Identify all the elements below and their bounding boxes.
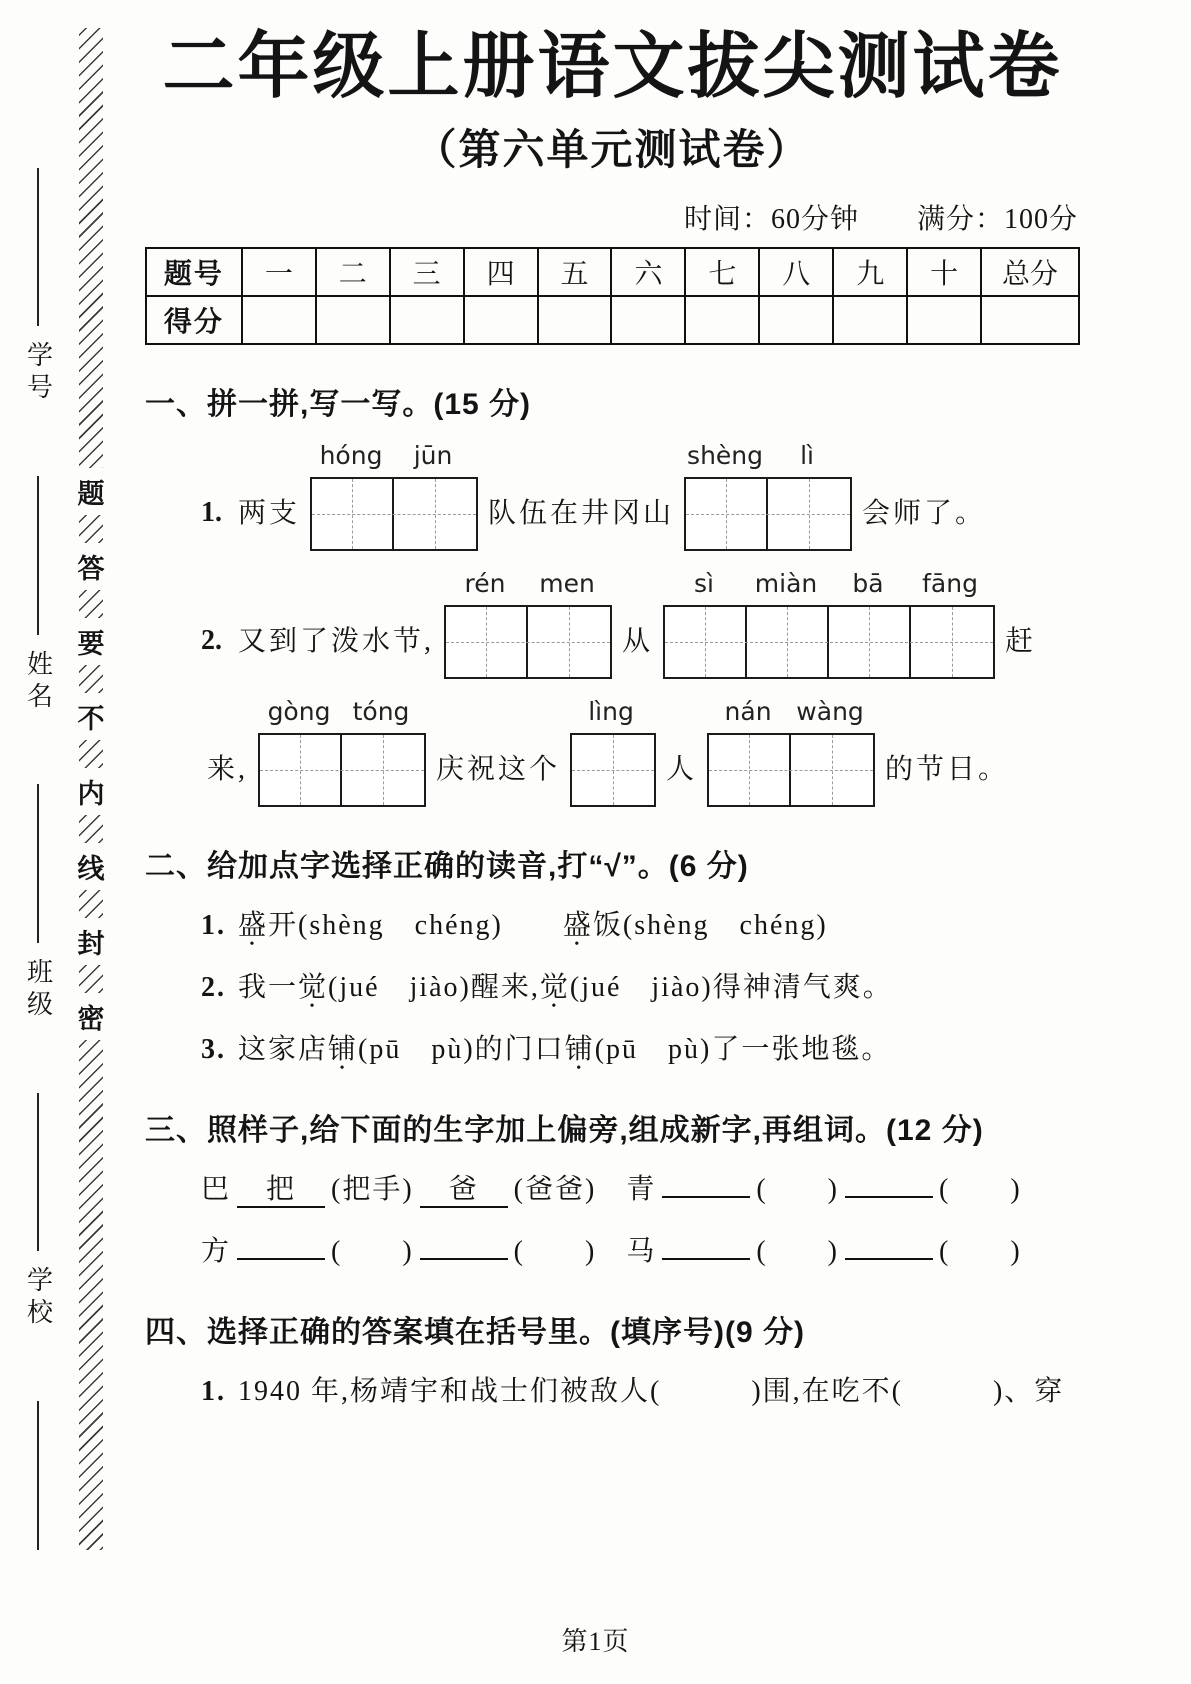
score-header-cell: 六 [611, 248, 685, 296]
question-text: 又到了泼水节, [238, 625, 435, 657]
write-cell [394, 479, 476, 549]
question-text [201, 1174, 1022, 1205]
seal-char: 不 [77, 704, 105, 734]
text-segment: 1940 年,杨靖宇和战士们被敌人( )围,在吃不( )、穿 [238, 1375, 1065, 1407]
text-segment: 盛 [562, 909, 593, 941]
seal-field-label: 班级 [23, 957, 53, 1022]
score-cell [316, 296, 390, 344]
underline-blank [662, 1196, 750, 1198]
score-header-cell: 五 [538, 248, 612, 296]
question-text: 两支 [238, 497, 301, 529]
text-segment: 盛 [238, 909, 269, 941]
write-cell [665, 607, 747, 677]
write-box-group [684, 441, 852, 551]
score-row [146, 296, 1079, 344]
question-number: 1. [201, 909, 226, 941]
score-header-cell: 十 [907, 248, 981, 296]
text-segment: 马 [596, 1235, 657, 1267]
page-title: 二年级上册语文拔尖测试卷 [162, 27, 1063, 107]
section-1-heading: 一、拼一拼,写一写。(15 分) [145, 387, 532, 421]
seal-char: 内 [77, 779, 105, 809]
write-cell [312, 479, 394, 549]
score-table [145, 247, 1080, 345]
text-segment: 铺 [564, 1033, 595, 1065]
write-box-group [310, 441, 478, 551]
question-text [238, 1034, 891, 1065]
section-2-body [145, 905, 1080, 1071]
exam-meta: 时间：60分钟 满分：100分 [683, 203, 1078, 235]
seal-char: 线 [77, 854, 105, 884]
question-item [201, 1231, 1080, 1273]
hatch-segment [79, 28, 103, 468]
score-header-cell: 总分 [981, 248, 1079, 296]
field-blank-line [37, 476, 39, 634]
text-segment: (jué jiào)醒来, [328, 971, 540, 1003]
question-item [201, 905, 1080, 947]
score-cell [685, 296, 759, 344]
pinyin-label: gòng [267, 696, 331, 726]
field-blank-line [37, 168, 39, 326]
text-segment: 巴 [201, 1173, 232, 1205]
write-box [684, 477, 852, 551]
section-4-heading: 四、选择正确的答案填在括号里。(填序号)(9 分) [145, 1315, 805, 1349]
score-cell [833, 296, 907, 344]
pinyin-label: bā [852, 568, 884, 598]
write-box [310, 477, 478, 551]
text-segment: 觉 [539, 971, 570, 1003]
write-cell [260, 735, 342, 805]
write-box-group [707, 697, 875, 807]
write-cell [572, 735, 654, 805]
write-cell [747, 607, 829, 677]
write-cell [709, 735, 791, 805]
text-segment: 觉 [298, 971, 329, 1003]
text-segment: 我一 [238, 971, 299, 1003]
hatch-segment [79, 590, 103, 618]
score-cell [611, 296, 685, 344]
write-cell [528, 607, 610, 677]
exam-paper [145, 26, 1080, 1433]
question-line [201, 441, 1080, 551]
question-text [238, 1376, 1064, 1407]
score-header-cell: 二 [316, 248, 390, 296]
text-segment: 开(shèng chéng) [268, 909, 563, 941]
question-text: 庆祝这个 [436, 753, 561, 785]
question-item [201, 1029, 1080, 1071]
text-segment: ( ) [331, 1235, 414, 1267]
write-box [570, 733, 656, 807]
text-segment: ( ) [939, 1173, 1022, 1205]
question-text: 来, [207, 753, 249, 785]
question-item [201, 1371, 1080, 1413]
pinyin-row [444, 569, 612, 605]
write-box-group [444, 569, 612, 679]
seal-field-label: 学校 [23, 1266, 53, 1331]
hatch-segment [79, 665, 103, 693]
text-segment: ( ) [939, 1235, 1022, 1267]
seal-line-column [14, 28, 112, 1550]
score-cell [538, 296, 612, 344]
seal-char: 题 [77, 479, 105, 509]
underline-blank [662, 1258, 750, 1260]
student-info-fields [14, 28, 62, 1550]
write-cell [342, 735, 424, 805]
pinyin-row [663, 569, 995, 605]
question-number: 1. [201, 1375, 226, 1407]
score-header-row [146, 248, 1079, 296]
pinyin-label: jūn [413, 440, 453, 470]
pinyin-label: sì [694, 568, 715, 598]
question-number: 1. [201, 496, 222, 528]
text-segment: ( ) [756, 1235, 839, 1267]
section-4-body [145, 1371, 1080, 1413]
question-number: 3. [201, 1033, 226, 1065]
text-segment: (jué jiào)得神清气爽。 [569, 971, 893, 1003]
seal-char: 封 [77, 929, 105, 959]
score-row-label: 得分 [146, 296, 242, 344]
pinyin-row [684, 441, 852, 477]
question-text: 赶 [1005, 625, 1037, 657]
section-1-body [145, 441, 1080, 807]
question-number: 2. [201, 624, 222, 656]
score-cell [981, 296, 1079, 344]
write-box-group [570, 697, 656, 807]
pinyin-label: rén [464, 568, 506, 598]
text-segment: 这家店 [238, 1033, 329, 1065]
text-segment: 铺 [328, 1033, 359, 1065]
write-box [663, 605, 995, 679]
field-blank-line [37, 784, 39, 942]
write-box [258, 733, 426, 807]
write-cell [791, 735, 873, 805]
text-segment: 饭(shèng chéng) [592, 909, 828, 941]
pinyin-label: hóng [319, 440, 383, 470]
page-footer: 第1页 [561, 1627, 630, 1656]
pinyin-label: men [539, 568, 595, 598]
underline-blank [845, 1258, 933, 1260]
field-blank-line [37, 1401, 39, 1550]
score-cell [907, 296, 981, 344]
hatch-segment [79, 815, 103, 843]
write-cell [768, 479, 850, 549]
seal-field-label: 学号 [23, 341, 53, 406]
pinyin-label: miàn [754, 568, 818, 598]
text-segment: (pū pù)了一张地毯。 [594, 1033, 892, 1065]
pinyin-row [707, 697, 875, 733]
score-header-cell: 题号 [146, 248, 242, 296]
text-segment: (pū pù)的门口 [358, 1033, 565, 1065]
section-2-heading: 二、给加点字选择正确的读音,打“√”。(6 分) [145, 849, 749, 883]
text-segment: (爸爸) [513, 1173, 597, 1205]
question-text: 会师了。 [862, 497, 987, 529]
question-text [238, 972, 893, 1003]
question-line [201, 569, 1080, 679]
pinyin-label: tóng [352, 696, 410, 726]
hatch-segment [79, 515, 103, 543]
underline-blank [420, 1258, 508, 1260]
write-box-group [258, 697, 426, 807]
question-line [201, 697, 1080, 807]
section-3-body [145, 1169, 1080, 1273]
score-header-cell: 九 [833, 248, 907, 296]
write-cell [686, 479, 768, 549]
hatch-segment [79, 1040, 103, 1550]
pinyin-label: nán [724, 696, 772, 726]
hatch-segment [79, 965, 103, 993]
hatch-segment [79, 890, 103, 918]
score-header-cell: 三 [390, 248, 464, 296]
question-text: 人 [666, 753, 698, 785]
question-item [201, 1169, 1080, 1211]
score-header-cell: 七 [685, 248, 759, 296]
text-segment: 方 [201, 1235, 232, 1267]
text-segment: (把手) [331, 1173, 414, 1205]
score-header-cell: 一 [242, 248, 316, 296]
write-cell [446, 607, 528, 677]
pinyin-row [310, 441, 478, 477]
pinyin-row [570, 697, 656, 733]
hatch-segment [79, 740, 103, 768]
score-header-cell: 四 [464, 248, 538, 296]
question-text: 从 [622, 625, 654, 657]
page-subtitle: （第六单元测试卷） [414, 125, 811, 173]
score-cell [759, 296, 833, 344]
question-item [201, 967, 1080, 1009]
write-box [444, 605, 612, 679]
text-segment: 青 [596, 1173, 657, 1205]
seal-char: 要 [77, 629, 105, 659]
score-cell [242, 296, 316, 344]
seal-char: 密 [77, 1004, 105, 1034]
underline-blank: 爸 [420, 1174, 508, 1208]
question-number: 2. [201, 971, 226, 1003]
pinyin-label: fāng [922, 568, 978, 598]
text-segment: ( ) [513, 1235, 597, 1267]
underline-blank [237, 1258, 325, 1260]
write-cell [911, 607, 993, 677]
seal-hatch-strip [70, 28, 112, 1550]
pinyin-row [258, 697, 426, 733]
question-text [201, 1236, 1022, 1267]
write-box-group [663, 569, 995, 679]
score-header-cell: 八 [759, 248, 833, 296]
question-text: 的节日。 [885, 753, 1010, 785]
question-text [238, 910, 828, 941]
question-text: 队伍在井冈山 [488, 497, 675, 529]
text-segment: ( ) [756, 1173, 839, 1205]
score-cell [464, 296, 538, 344]
section-3-heading: 三、照样子,给下面的生字加上偏旁,组成新字,再组词。(12 分) [145, 1113, 984, 1147]
field-blank-line [37, 1093, 39, 1251]
pinyin-label: wàng [796, 696, 864, 726]
score-cell [390, 296, 464, 344]
underline-blank: 把 [237, 1174, 325, 1208]
pinyin-label: lì [800, 440, 814, 470]
underline-blank [845, 1196, 933, 1198]
pinyin-label: lìng [588, 696, 634, 726]
pinyin-label: shèng [687, 440, 764, 470]
seal-field-label: 姓名 [23, 649, 53, 714]
write-cell [829, 607, 911, 677]
seal-char: 答 [77, 554, 105, 584]
write-box [707, 733, 875, 807]
